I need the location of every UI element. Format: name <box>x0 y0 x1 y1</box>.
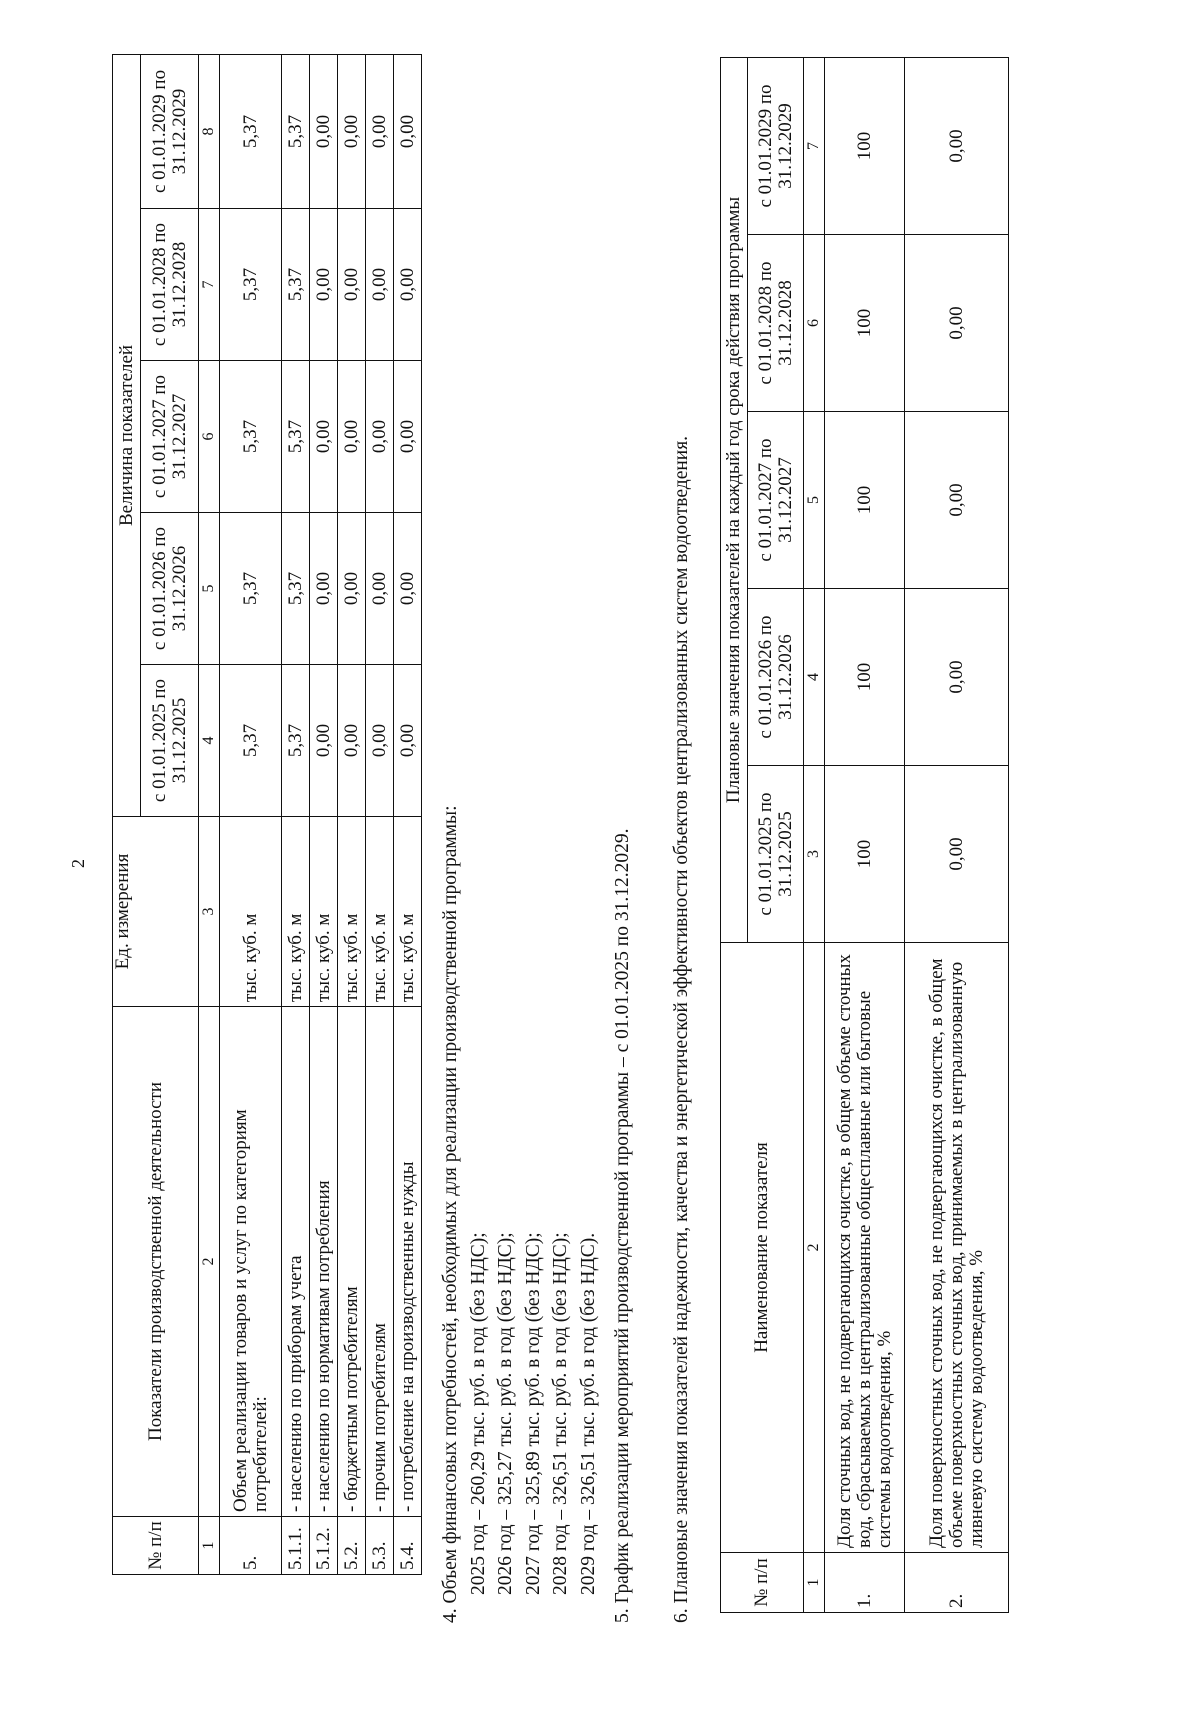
t2-row-value: 100 <box>825 412 905 589</box>
t2-header-period: с 01.01.2027 по 31.12.2027 <box>748 412 804 589</box>
t1-row-value: 5,37 <box>282 54 310 208</box>
t1-col-number: 4 <box>199 665 220 817</box>
t2-row-num: 1. <box>825 1553 905 1613</box>
t1-row-value: 0,00 <box>394 361 422 513</box>
t1-row-num: 5.4. <box>394 1517 422 1575</box>
t1-row-value: 0,00 <box>338 209 366 361</box>
t1-row-value: 5,37 <box>282 665 310 817</box>
section-4-heading: 4. Объем финансовых потребностей, необходимых для реализации производственной программы: <box>440 805 461 1623</box>
t1-row-value: 5,37 <box>220 513 282 665</box>
financial-line: 2027 год – 325,89 тыс. руб. в год (без НДС); <box>522 1232 544 1595</box>
t1-row-unit: тыс. куб. м <box>220 817 282 1007</box>
t1-col-number: 2 <box>199 1007 220 1517</box>
t2-row-value: 0,00 <box>905 412 1009 589</box>
t1-row-num: 5.2. <box>338 1517 366 1575</box>
t1-row-value: 5,37 <box>220 665 282 817</box>
t1-header-num: № п/п <box>113 1517 199 1575</box>
t2-header-group: Плановые значения показателей на каждый год срока действия программы <box>721 57 748 942</box>
t1-row-value: 5,37 <box>282 513 310 665</box>
t2-row-name: Доля поверхностных сточных вод, не подвергающихся очистке, в общем объеме поверхностных сточных вод, принимаемых в централизованную ливневую систему водоотведения, % <box>905 943 1009 1553</box>
t1-row-name: - прочим потребителям <box>366 1007 394 1517</box>
t1-row-value: 0,00 <box>394 513 422 665</box>
t1-row-unit: тыс. куб. м <box>394 817 422 1007</box>
t1-row-name: - населению по нормативам потребления <box>310 1007 338 1517</box>
financial-line: 2029 год – 326,51 тыс. руб. в год (без НДС). <box>577 1232 599 1595</box>
t1-row-num: 5. <box>220 1517 282 1575</box>
t1-row-num: 5.1.1. <box>282 1517 310 1575</box>
t1-row-unit: тыс. куб. м <box>338 817 366 1007</box>
t2-row-value: 0,00 <box>905 235 1009 412</box>
t2-row-value: 0,00 <box>905 589 1009 766</box>
t1-row-value: 0,00 <box>310 54 338 208</box>
t2-row-num: 2. <box>905 1553 1009 1613</box>
section-4-financial-needs <box>437 805 602 1623</box>
t1-row-value: 0,00 <box>338 513 366 665</box>
t1-row-value: 0,00 <box>366 361 394 513</box>
t1-header-period: с 01.01.2029 по 31.12.2029 <box>141 54 199 208</box>
t2-row-value: 0,00 <box>905 57 1009 234</box>
financial-line: 2026 год – 325,27 тыс. руб. в год (без НДС); <box>495 1232 516 1595</box>
t1-row-value: 0,00 <box>394 209 422 361</box>
t1-header-name: Показатели производственной деятельности <box>113 1007 199 1517</box>
t1-row-unit: тыс. куб. м <box>366 817 394 1007</box>
t2-col-number: 7 <box>804 57 825 234</box>
t2-row-value: 100 <box>825 235 905 412</box>
t1-header-period: с 01.01.2028 по 31.12.2028 <box>141 209 199 361</box>
t1-row-name: - населению по приборам учета <box>282 1007 310 1517</box>
t1-row-value: 0,00 <box>366 665 394 817</box>
t2-row-value: 100 <box>825 589 905 766</box>
t2-col-number: 5 <box>804 412 825 589</box>
t1-header-unit: Ед. измерения <box>113 817 199 1007</box>
t1-row-name: - бюджетным потребителям <box>338 1007 366 1517</box>
t1-row-value: 0,00 <box>310 513 338 665</box>
t1-row-unit: тыс. куб. м <box>310 817 338 1007</box>
t1-header-period: с 01.01.2026 по 31.12.2026 <box>141 513 199 665</box>
t1-header-period: с 01.01.2025 по 31.12.2025 <box>141 665 199 817</box>
section-5-schedule: 5. График реализации мероприятий производственной программы – с 01.01.2025 по 31.12.2029. <box>612 828 633 1623</box>
t1-row-value: 5,37 <box>282 209 310 361</box>
t1-row-num: 5.1.2. <box>310 1517 338 1575</box>
t2-row-value: 100 <box>825 766 905 943</box>
t1-col-number: 3 <box>199 817 220 1007</box>
production-indicators-table <box>112 54 422 1575</box>
t1-row-value: 0,00 <box>338 361 366 513</box>
t1-row-value: 0,00 <box>366 209 394 361</box>
t1-col-number: 8 <box>199 54 220 208</box>
t1-row-value: 0,00 <box>366 513 394 665</box>
financial-line: 2025 год – 260,29 тыс. руб. в год (без НДС); <box>467 1232 489 1595</box>
section-6-heading: 6. Плановые значения показателей надежности, качества и энергетической эффективности объектов централизованных систем водоотведения. <box>671 435 692 1623</box>
t1-col-number: 7 <box>199 209 220 361</box>
t2-col-number: 1 <box>804 1553 825 1613</box>
t1-row-value: 5,37 <box>282 361 310 513</box>
t2-header-name: Наименование показателя <box>721 943 804 1553</box>
planned-indicators-table <box>720 57 1009 1613</box>
t2-row-value: 0,00 <box>905 766 1009 943</box>
t1-row-num: 5.3. <box>366 1517 394 1575</box>
t1-row-name: - потребление на производственные нужды <box>394 1007 422 1517</box>
t1-row-value: 0,00 <box>310 209 338 361</box>
t1-col-number: 5 <box>199 513 220 665</box>
t1-row-value: 0,00 <box>338 54 366 208</box>
t2-row-name: Доля сточных вод, не подвергающихся очистке, в общем объеме сточных вод, сбрасываемых в централизованные общесплавные или бытовые системы водоотведения, % <box>825 943 905 1553</box>
t1-row-value: 0,00 <box>310 665 338 817</box>
t1-row-unit: тыс. куб. м <box>282 817 310 1007</box>
page-number: 2 <box>68 859 88 868</box>
t2-col-number: 6 <box>804 235 825 412</box>
t2-row-value: 100 <box>825 57 905 234</box>
t1-row-value: 5,37 <box>220 361 282 513</box>
t1-row-value: 0,00 <box>338 665 366 817</box>
t2-col-number: 3 <box>804 766 825 943</box>
t2-col-number: 4 <box>804 589 825 766</box>
t1-row-value: 5,37 <box>220 54 282 208</box>
financial-line: 2028 год – 326,51 тыс. руб. в год (без НДС); <box>550 1232 571 1595</box>
t2-header-period: с 01.01.2025 по 31.12.2025 <box>748 766 804 943</box>
t2-header-period: с 01.01.2028 по 31.12.2028 <box>748 235 804 412</box>
t1-row-value: 5,37 <box>220 209 282 361</box>
t1-header-group: Величина показателей <box>113 54 141 816</box>
t1-header-period: с 01.01.2027 по 31.12.2027 <box>141 361 199 513</box>
t1-col-number: 1 <box>199 1517 220 1575</box>
t2-header-period: с 01.01.2026 по 31.12.2026 <box>748 589 804 766</box>
t2-header-period: с 01.01.2029 по 31.12.2029 <box>748 57 804 234</box>
t1-row-value: 0,00 <box>310 361 338 513</box>
t1-row-name: Объем реализации товаров и услуг по категориям потребителей: <box>220 1007 282 1517</box>
t1-col-number: 6 <box>199 361 220 513</box>
t2-col-number: 2 <box>804 943 825 1553</box>
t1-row-value: 0,00 <box>394 54 422 208</box>
t1-row-value: 0,00 <box>366 54 394 208</box>
t2-header-num: № п/п <box>721 1553 804 1613</box>
t1-row-value: 0,00 <box>394 665 422 817</box>
